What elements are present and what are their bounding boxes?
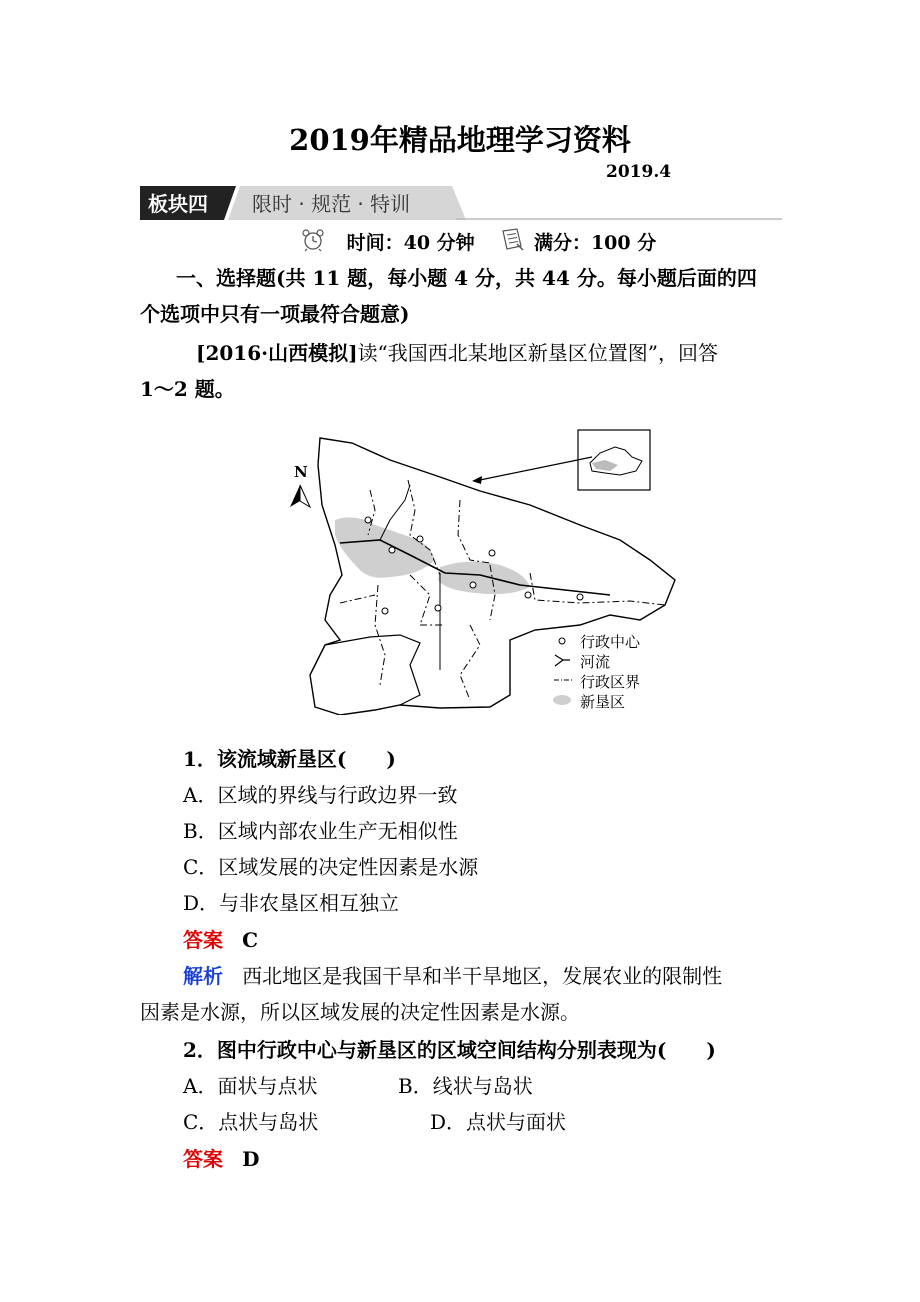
- north-arrow-icon: [290, 485, 310, 507]
- banner-block-label: 板块四: [148, 192, 208, 216]
- intro-text-1: 读“我国西北某地区新垦区位置图”，回答: [357, 341, 719, 365]
- map-figure: [280, 425, 680, 715]
- q1-analysis-line2: 因素是水源，所以区域发展的决定性因素是水源。: [140, 1000, 580, 1024]
- q2-option-d: D．点状与面状: [430, 1110, 567, 1134]
- q2-answer: [183, 1145, 259, 1173]
- q2-option-b: B．线状与岛状: [398, 1074, 533, 1098]
- date-label: 2019.4: [606, 162, 672, 182]
- q1-answer-label: 答案: [183, 928, 223, 952]
- time-label: 时间：40 分钟: [346, 232, 475, 254]
- q2-stem: 2．图中行政中心与新垦区的区域空间结构分别表现为( ): [183, 1038, 716, 1062]
- legend-center-icon: [559, 638, 565, 644]
- score-label: 满分：100 分: [533, 232, 657, 254]
- q1-option-c: C．区域发展的决定性因素是水源: [183, 855, 479, 879]
- q2-answer-value: D: [242, 1147, 260, 1171]
- q2-option-a: A．面状与点状: [183, 1074, 318, 1098]
- q1-option-b: B．区域内部农业生产无相似性: [183, 819, 458, 843]
- intro-line2: 1～2 题。: [140, 377, 235, 401]
- intro-source: [2016·山西模拟]: [196, 341, 358, 365]
- section-heading-line2: 个选项中只有一项最符合题意): [140, 302, 410, 326]
- alarm-clock-icon: [300, 228, 326, 257]
- legend-label-area: 新垦区: [580, 693, 626, 711]
- inset-pointer: [480, 457, 592, 480]
- section-heading-line1: 一、选择题(共 11 题，每小题 4 分，共 44 分。每小题后面的四: [176, 266, 757, 290]
- north-label: N: [294, 463, 308, 481]
- q1-answer: [183, 926, 258, 954]
- page-title: 2019年精品地理学习资料: [289, 123, 631, 157]
- q1-analysis-text1: 西北地区是我国干旱和半干旱地区，发展农业的限制性: [242, 964, 723, 988]
- time-bar: [300, 228, 656, 257]
- legend-label-center: 行政中心: [580, 633, 641, 651]
- q1-answer-value: C: [242, 928, 258, 952]
- q1-option-a: A．区域的界线与行政边界一致: [183, 783, 458, 807]
- q1-option-d: D．与非农垦区相互独立: [183, 891, 400, 915]
- legend-river-icon: [555, 655, 570, 666]
- inset-pointer-arrowhead-icon: [472, 476, 482, 484]
- q1-analysis-line1: [183, 962, 722, 990]
- q2-option-c: C．点状与岛状: [183, 1110, 319, 1134]
- intro-line1: [196, 339, 718, 367]
- q1-analysis-label: 解析: [183, 964, 223, 988]
- legend-area-icon: [553, 695, 571, 705]
- q2-answer-label: 答案: [183, 1147, 223, 1171]
- legend-label-river: 河流: [580, 653, 611, 671]
- banner-subtitle: 限时 · 规范 · 特训: [252, 192, 411, 216]
- q1-stem: 1．该流域新垦区( ): [183, 747, 396, 771]
- legend-label-boundary: 行政区界: [580, 673, 641, 691]
- section-banner: [140, 186, 782, 220]
- score-sheet-icon: [499, 228, 525, 257]
